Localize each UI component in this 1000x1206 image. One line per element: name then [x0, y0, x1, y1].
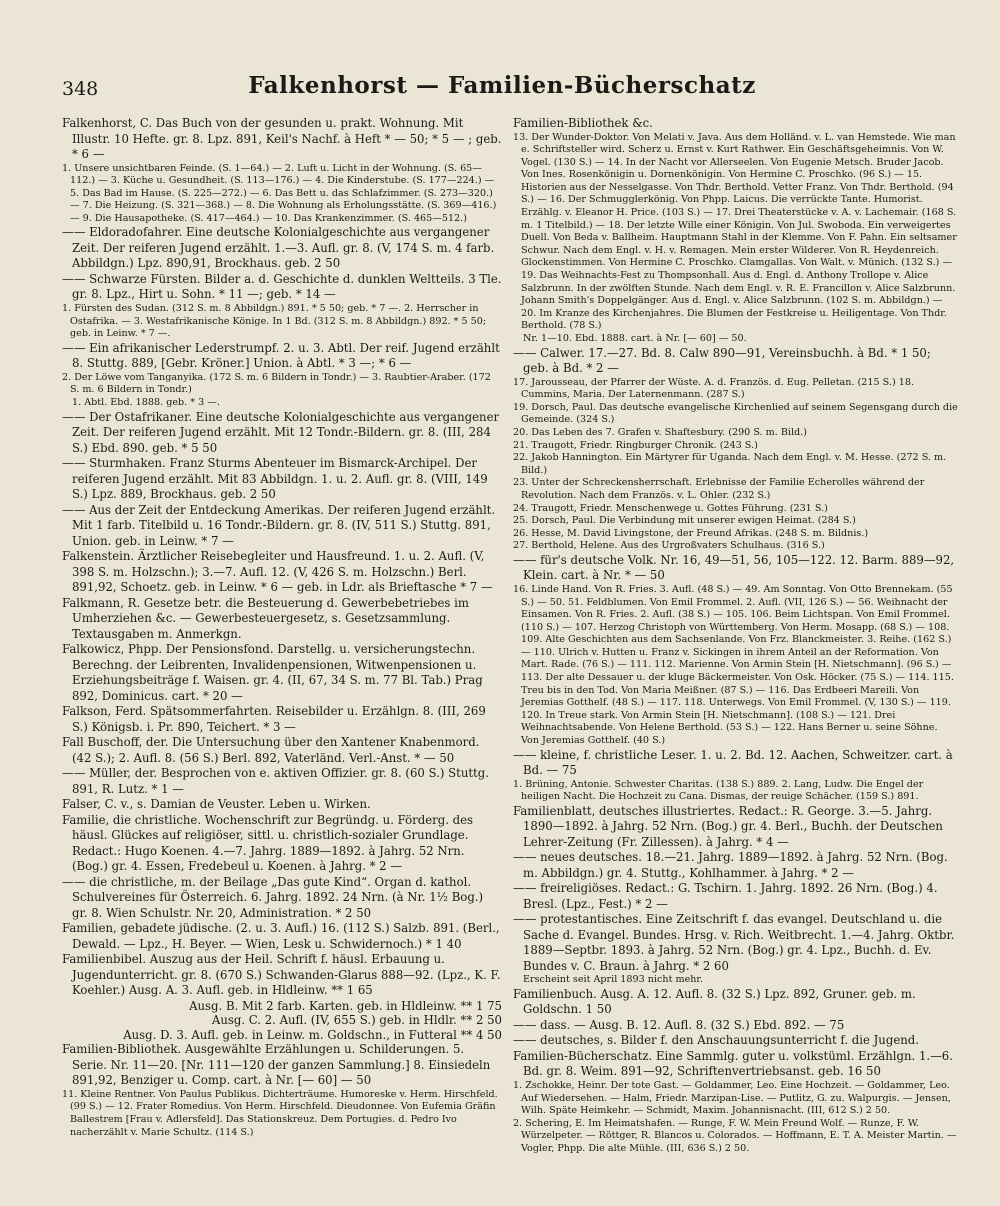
entry-detail: 13. Der Wunder-Doktor. Von Melati v. Java. Aus dem Holländ. v. L. van Hemstede. Wie man e. Schriftsteller wird. Scherz u. Ernst v. Kurt Rathwer. Ein Geschäftsgeheimnis. Von W. Vogel. (130 S.) — 14. In der Nacht vor Allerseelen. Von Eugenie Metsch. Bruder Jacob. Von Ines. Rosenkönigin u. Dornenkönigin. Von Hermine C. Proschko. (96 S.) — 15. Historien aus der Nesselgasse. Von Thdr. Berthold. Vetter Franz. Von Thdr. Berthold. (94 S.) — 16. Der Schmugglerkönig. Von Phpp. Laicus. Die verrückte Tante. Humorist. Erzählg. v. Eleanor H. Price. (103 S.) — 17. Drei Theaterstücke v. A. v. Lachemair. (168 S. m. 1 Titelbild.) — 18. Der letzte Wille einer Königin. Von Jul. Swoboda. Ein verweigertes Duell. Von Beda v. Ballheim. Hauptmann Stahl in der Klemme. Von F. Pahn. Ein seltsamer Schwur. Nach dem Engl. v. H. v. Remagen. Mein erster Wilderer. Von R. Heydenreich. Glockenstimmen. Von Hermine C. Proschko. Clamgallas. Von Walt. v. Münich. (132 S.) — 19. Das Weihnachts-Fest zu Thompsonhall. Aus d. Engl. d. Anthony Trollope v. Alice Salzbrunn. In der zwölften Stunde. Nach dem Engl. v. R. E. Francillon v. Alice Salzbrunn. Johann Smith's Doppelgänger. Aus d. Engl. v. Alice Salzbrunn. (102 S. m. Abbildgn.) — 20. Im Kranze des Kirchenjahres. Die Blumen der Festkreise u. Heiligentage. Von Thdr. Berthold. (78 S.)	[513, 131, 957, 332]
bibliography-entry: Falser, C. v., s. Damian de Veuster. Leben u. Wirken.	[62, 797, 371, 812]
entry-detail: 23. Unter der Schreckensherrschaft. Erlebnisse der Familie Echerolles während der Revolution. Nach dem Französ. v. L. Ohler. (232 S.)	[513, 477, 925, 501]
bibliography-entry: Ausg. B. Mit 2 farb. Karten. geb. in Hldleinw. ** 1 75	[189, 998, 502, 1013]
bibliography-entry: —— Der Ostafrikaner. Eine deutsche Kolonialgeschichte aus vergangener Zeit. Der reiferen Jugend erzählt. Mit 12 Tondr.-Bildern. gr. 8. (III, 284 S.) Ebd. 890. geb. * 5 50	[62, 409, 500, 455]
bibliography-entry: —— protestantisches. Eine Zeitschrift f. das evangel. Deutschland u. die Sache d. Evangel. Bundes. Hrsg. v. Rich. Weitbrecht. 1.—4. Jahrg. Oktbr. 1889—Septbr. 1893. à Jahrg. 52 Nrn. (Bog.) gr. 4. Lpz., Buchh. d. Ev. Bundes v. C. Braun. à Jahrg. * 2 60	[513, 912, 955, 973]
entry-detail: 24. Traugott, Friedr. Menschenwege u. Gottes Führung. (231 S.)	[513, 502, 828, 514]
bibliography-entry: Familie, die christliche. Wochenschrift zur Begründg. u. Förderg. des häusl. Glückes auf religiöser, sittl. u. christlich-sozialer Grundlage. Redact.: Hugo Koenen. 4.—7. Jahrg. 1889—1892. à Jahrg. 52 Nrn. (Bog.) gr. 4. Essen, Fredebeul u. Koenen. à Jahrg. * 2 —	[62, 812, 474, 874]
entry-detail: 1. Abtl. Ebd. 1888. geb. * 3 —.	[72, 396, 220, 408]
entry-detail: 17. Jarousseau, der Pfarrer der Wüste. A. d. Französ. d. Eug. Pelletan. (215 S.) 18. Cummins, Maria. Der Laternenmann. (287 S.)	[513, 376, 914, 401]
entry-detail: 11. Kleine Rentner. Von Paulus Publikus. Dichterträume. Humoreske v. Herm. Hirschfeld. (99 S.) — 12. Frater Romedius. Von Herm. Hirschfeld. Dieudonnee. Von Eufemia Gräfin Ballestrem [Frau v. Adlersfeld]. Das Stationskreuz. Dem Portugies. d. Pedro Ivo nacherzählt v. Marie Schultz. (114 S.)	[62, 1088, 498, 1138]
entry-detail: 1. Unsere unsichtbaren Feinde. (S. 1—64.) — 2. Luft u. Licht in der Wohnung. (S. 65—112.) — 3. Küche u. Gesundheit. (S. 113—176.) — 4. Die Kinderstube. (S. 177—224.) — 5. Das Bad im Hause. (S. 225—272.) — 6. Das Bett u. das Schlafzimmer. (S. 273—320.) — 7. Die Heizung. (S. 321—368.) — 8. Die Wohnung als Erholungsstätte. (S. 369—416.) — 9. Die Hausapotheke. (S. 417—464.) — 10. Das Krankenzimmer. (S. 465—512.)	[62, 162, 497, 224]
bibliography-entry: —— Ein afrikanischer Lederstrumpf. 2. u. 3. Abtl. Der reif. Jugend erzählt 8. Stuttg. 889, [Gebr. Kröner.] Union. à Abtl. * 3 —; * 6 —	[62, 340, 500, 371]
entry-detail: 21. Traugott, Friedr. Ringburger Chronik. (243 S.)	[513, 439, 758, 451]
bibliography-entry: Familienblatt, deutsches illustriertes. Redact.: R. George. 3.—5. Jahrg. 1890—1892. à Jahrg. 52 Nrn. (Bog.) gr. 4. Berl., Buchh. der Deutschen Lehrer-Zeitung (Fr. Zillessen). à Jahrg. * 4 —	[513, 803, 943, 849]
bibliography-entry: —— Sturmhaken. Franz Sturms Abenteuer im Bismarck-Archipel. Der reiferen Jugend erzählt. Mit 83 Abbildgn. 1. u. 2. Aufl. gr. 8. (VIII, 149 S.) Lpz. 889, Brockhaus. geb. 2 50	[62, 456, 488, 502]
entry-detail: 20. Das Leben des 7. Grafen v. Shaftesbury. (290 S. m. Bild.)	[513, 426, 807, 438]
right-column	[513, 116, 958, 1196]
bibliography-entry: —— kleine, f. christliche Leser. 1. u. 2. Bd. 12. Aachen, Schweitzer. cart. à Bd. — 75	[513, 747, 953, 778]
bibliography-entry: Falkmann, R. Gesetze betr. die Besteuerung d. Gewerbebetriebes im Umherziehen &c. — Gewerbesteuergesetz, s. Gesetzsammlung. Textausgaben m. Anmerkgn.	[62, 595, 469, 641]
entry-detail: 1. Zschokke, Heinr. Der tote Gast. — Goldammer, Leo. Eine Hochzeit. — Goldammer, Leo. Auf Wiedersehen. — Halm, Friedr. Marzipan-Lise. — Putlitz, G. zu. Walpurgis. — Jensen, Wilh. Späte Heimkehr. — Schmidt, Maxim. Johannisnacht. (III, 612 S.) 2 50.	[513, 1079, 951, 1117]
bibliography-entry: —— Müller, der. Besprochen von e. aktiven Offizier. gr. 8. (60 S.) Stuttg. 891, R. Lutz. * 1 —	[62, 766, 489, 796]
entry-detail: 19. Dorsch, Paul. Das deutsche evangelische Kirchenlied auf seinem Segensgang durch die Gemeinde. (324 S.)	[513, 401, 958, 426]
entry-detail: 27. Berthold, Helene. Aus des Urgroßvaters Schulhaus. (316 S.)	[513, 540, 825, 552]
running-title: Falkenhorst — Familien-Bücherschatz	[248, 72, 756, 99]
entry-detail: 2. Der Löwe vom Tanganyika. (172 S. m. 6 Bildern in Tondr.) — 3. Raubtier-Araber. (172 S. m. 6 Bildern in Tondr.)	[62, 371, 491, 396]
bibliography-entry: —— freireligiöses. Redact.: G. Tschirn. 1. Jahrg. 1892. 26 Nrn. (Bog.) 4. Bresl. (Lpz., Fest.) * 2 —	[513, 881, 938, 911]
bibliography-entry: —— Schwarze Fürsten. Bilder a. d. Geschichte d. dunklen Weltteils. 3 Tle. gr. 8. Lpz., Hirt u. Sohn. * 11 —; geb. * 14 —	[62, 271, 502, 302]
bibliography-entry: —— Calwer. 17.—27. Bd. 8. Calw 890—91, Vereinsbuchh. à Bd. * 1 50; geb. à Bd. * 2 —	[513, 345, 931, 376]
left-column	[62, 116, 502, 1196]
bibliography-entry: Falkenhorst, C. Das Buch von der gesunden u. prakt. Wohnung. Mit Illustr. 10 Hefte. gr. 8. Lpz. 891, Keil's Nachf. à Heft * — 50; * 5 — ; geb. * 6 —	[62, 116, 502, 161]
bibliography-entry: Falkson, Ferd. Spätsommerfahrten. Reisebilder u. Erzählgn. 8. (III, 269 S.) Königsb. i. Pr. 890, Teichert. * 3 —	[62, 704, 486, 734]
bibliography-entry: Fall Buschoff, der. Die Untersuchung über den Xantener Knabenmord. (42 S.); 2. Aufl. 8. (56 S.) Berl. 892, Vaterländ. Verl.-Anst. * — 50	[62, 735, 480, 765]
bibliography-entry: —— Eldoradofahrer. Eine deutsche Kolonialgeschichte aus vergangener Zeit. Der reiferen Jugend erzählt. 1.—3. Aufl. gr. 8. (V, 174 S. m. 4 farb. Abbildgn.) Lpz. 890,91, Brockhaus. geb. 2 50	[62, 225, 495, 271]
bibliography-entry: Familienbibel. Auszug aus der Heil. Schrift f. häusl. Erbauung u. Jugendunterricht. gr. 8. (670 S.) Schwanden-Glarus 888—92. (Lpz., K. F. Koehler.) Ausg. A. 3. Aufl. geb. in Hldleinw. ** 1 65	[62, 952, 501, 998]
bibliography-entry: Ausg. D. 3. Aufl. geb. in Leinw. m. Goldschn., in Futteral ** 4 50	[123, 1027, 502, 1042]
bibliography-entry: —— für's deutsche Volk. Nr. 16, 49—51, 56, 105—122. 12. Barm. 889—92, Klein. cart. à Nr. * — 50	[513, 552, 955, 583]
entry-detail: 25. Dorsch, Paul. Die Verbindung mit unserer ewigen Heimat. (284 S.)	[513, 515, 856, 527]
bibliography-entry: Familien-Bibliothek &c.	[513, 116, 653, 130]
bibliography-entry: —— neues deutsches. 18.—21. Jahrg. 1889—1892. à Jahrg. 52 Nrn. (Bog. m. Abbildgn.) gr. 4. Stuttg., Kohlhammer. à Jahrg. * 2 —	[513, 850, 948, 880]
entry-detail: 1. Brüning, Antonie. Schwester Charitas. (138 S.) 889. 2. Lang, Ludw. Die Engel der heiligen Nacht. Die Hochzeit zu Cana. Dismas, der reuige Schächer. (159 S.) 891.	[513, 778, 924, 803]
entry-detail: 1. Fürsten des Sudan. (312 S. m. 8 Abbildgn.) 891. * 5 50; geb. * 7 —. 2. Herrscher in Ostafrika. — 3. Westafrikanische Könige. In 1 Bd. (312 S. m. 8 Abbildgn.) 892. * 5 50; geb. in Leinw. * 7 —.	[62, 302, 487, 340]
bibliography-entry: —— die christliche, m. der Beilage „Das gute Kind“. Organ d. kathol. Schulvereines für Österreich. 6. Jahrg. 1892. 24 Nrn. (à Nr. 1½ Bog.) gr. 8. Wien Schulstr. Nr. 20, Administration. * 2 50	[62, 874, 484, 920]
entry-detail: Erscheint seit April 1893 nicht mehr.	[523, 974, 704, 986]
bibliography-entry: Familien-Bibliothek. Ausgewählte Erzählungen u. Schilderungen. 5. Serie. Nr. 11—20. [Nr. 111—120 der ganzen Sammlung.] 8. Einsiedeln 891,92, Benziger u. Comp. cart. à Nr. [— 60] — 50	[62, 1042, 491, 1088]
bibliography-entry: Familien-Bücherschatz. Eine Sammlg. guter u. volkstüml. Erzählgn. 1.—6. Bd. gr. 8. Weim. 891—92, Schriftenvertriebsanst. geb. 16 50	[513, 1048, 953, 1079]
bibliography-entry: —— deutsches, s. Bilder f. den Anschauungsunterricht f. die Jugend.	[513, 1033, 919, 1048]
page-number: 348	[62, 78, 99, 100]
bibliography-entry: Falkowicz, Phpp. Der Pensionsfond. Darstellg. u. versicherungstechn. Berechng. der Leibrenten, Invalidenpensionen, Witwenpensionen u. Erziehungsbeiträge f. Waisen. gr. 4. (II, 67, 34 S. m. 77 Bl. Tab.) Prag 892, Dominicus. cart. * 20 —	[62, 642, 483, 703]
entry-detail: 22. Jakob Hannington. Ein Märtyrer für Uganda. Nach dem Engl. v. M. Hesse. (272 S. m. Bild.)	[513, 452, 947, 476]
entry-detail: 16. Linde Hand. Von R. Fries. 3. Aufl. (48 S.) — 49. Am Sonntag. Von Otto Brennekam. (55 S.) — 50. 51. Feldblumen. Von Emil Frommel. 2. Aufl. (VII, 126 S.) — 56. Weihnacht der Einsamen. Von R. Fries. 2. Aufl. (38 S.) — 105. 106. Beim Lichtspan. Von Emil Frommel. (110 S.) — 107. Herzog Christoph von Württemberg. Von Herm. Mosapp. (68 S.) — 108. 109. Alte Geschichten aus dem Sachsenlande. Von Frz. Blanckmeister. 3. Reihe. (162 S.) — 110. Ulrich v. Hutten u. Franz v. Sickingen in ihrem Anteil an der Reformation. Von Mart. Rade. (76 S.) — 111. 112. Marienne. Von Armin Stein [H. Nietschmann]. (96 S.) — 113. Der alte Dessauer u. der kluge Bäckermeister. Von Osk. Höcker. (75 S.) — 114. 115. Treu bis in den Tod. Von Maria Meißner. (87 S.) — 116. Das Erdbeeri Mareili. Von Jeremias Gotthelf. (48 S.) — 117. 118. Unterwegs. Von Emil Frommel. (V, 130 S.) — 119. 120. In Treue stark. Von Armin Stein [H. Nietschmann]. (108 S.) — 121. Drei Weihnachtsabende. Von Helene Berthold. (53 S.) — 122. Hans Berner u. seine Söhne. Von Jeremias Gotthelf. (40 S.)	[513, 583, 954, 747]
bibliography-entry: —— Aus der Zeit der Entdeckung Amerikas. Der reiferen Jugend erzählt. Mit 1 farb. Titelbild u. 16 Tondr.-Bildern. gr. 8. (IV, 511 S.) Stuttg. 891, Union. geb. in Leinw. * 7 —	[62, 502, 496, 548]
page-header	[62, 72, 942, 106]
entry-detail: Nr. 1—10. Ebd. 1888. cart. à Nr. [— 60] — 50.	[523, 333, 747, 344]
bibliography-entry: Ausg. C. 2. Aufl. (IV, 655 S.) geb. in Hldlr. ** 2 50	[211, 1013, 502, 1028]
bibliography-entry: Falkenstein. Ärztlicher Reisebegleiter und Hausfreund. 1. u. 2. Aufl. (V, 398 S. m. Holzschn.); 3.—7. Aufl. 12. (V, 426 S. m. Holzschn.) Berl. 891,92, Schoetz. geb. in Leinw. * 6 — geb. in Ldr. als Brieftasche * 7 —	[62, 549, 493, 595]
bibliography-entry: —— dass. — Ausg. B. 12. Aufl. 8. (32 S.) Ebd. 892. — 75	[513, 1017, 845, 1032]
bibliography-entry: Familien, gebadete jüdische. (2. u. 3. Aufl.) 16. (112 S.) Salzb. 891. (Berl., Dewald. — Lpz., H. Beyer. — Wien, Lesk u. Schwidernoch.) * 1 40	[62, 921, 500, 951]
entry-detail: 2. Schering, E. Im Heimatshafen. — Runge, F. W. Mein Freund Wolf. — Runze, F. W. Würzelpeter. — Röttger, R. Blancos u. Colorados. — Hoffmann, E. T. A. Meister Martin. — Vogler, Phpp. Die alte Mühle. (III, 636 S.) 2 50.	[513, 1117, 957, 1154]
entry-detail: 26. Hesse, M. David Livingstone, der Freund Afrikas. (248 S. m. Bildnis.)	[513, 527, 869, 539]
bibliography-entry: Familienbuch. Ausg. A. 12. Aufl. 8. (32 S.) Lpz. 892, Gruner. geb. m. Goldschn. 1 50	[513, 986, 916, 1017]
